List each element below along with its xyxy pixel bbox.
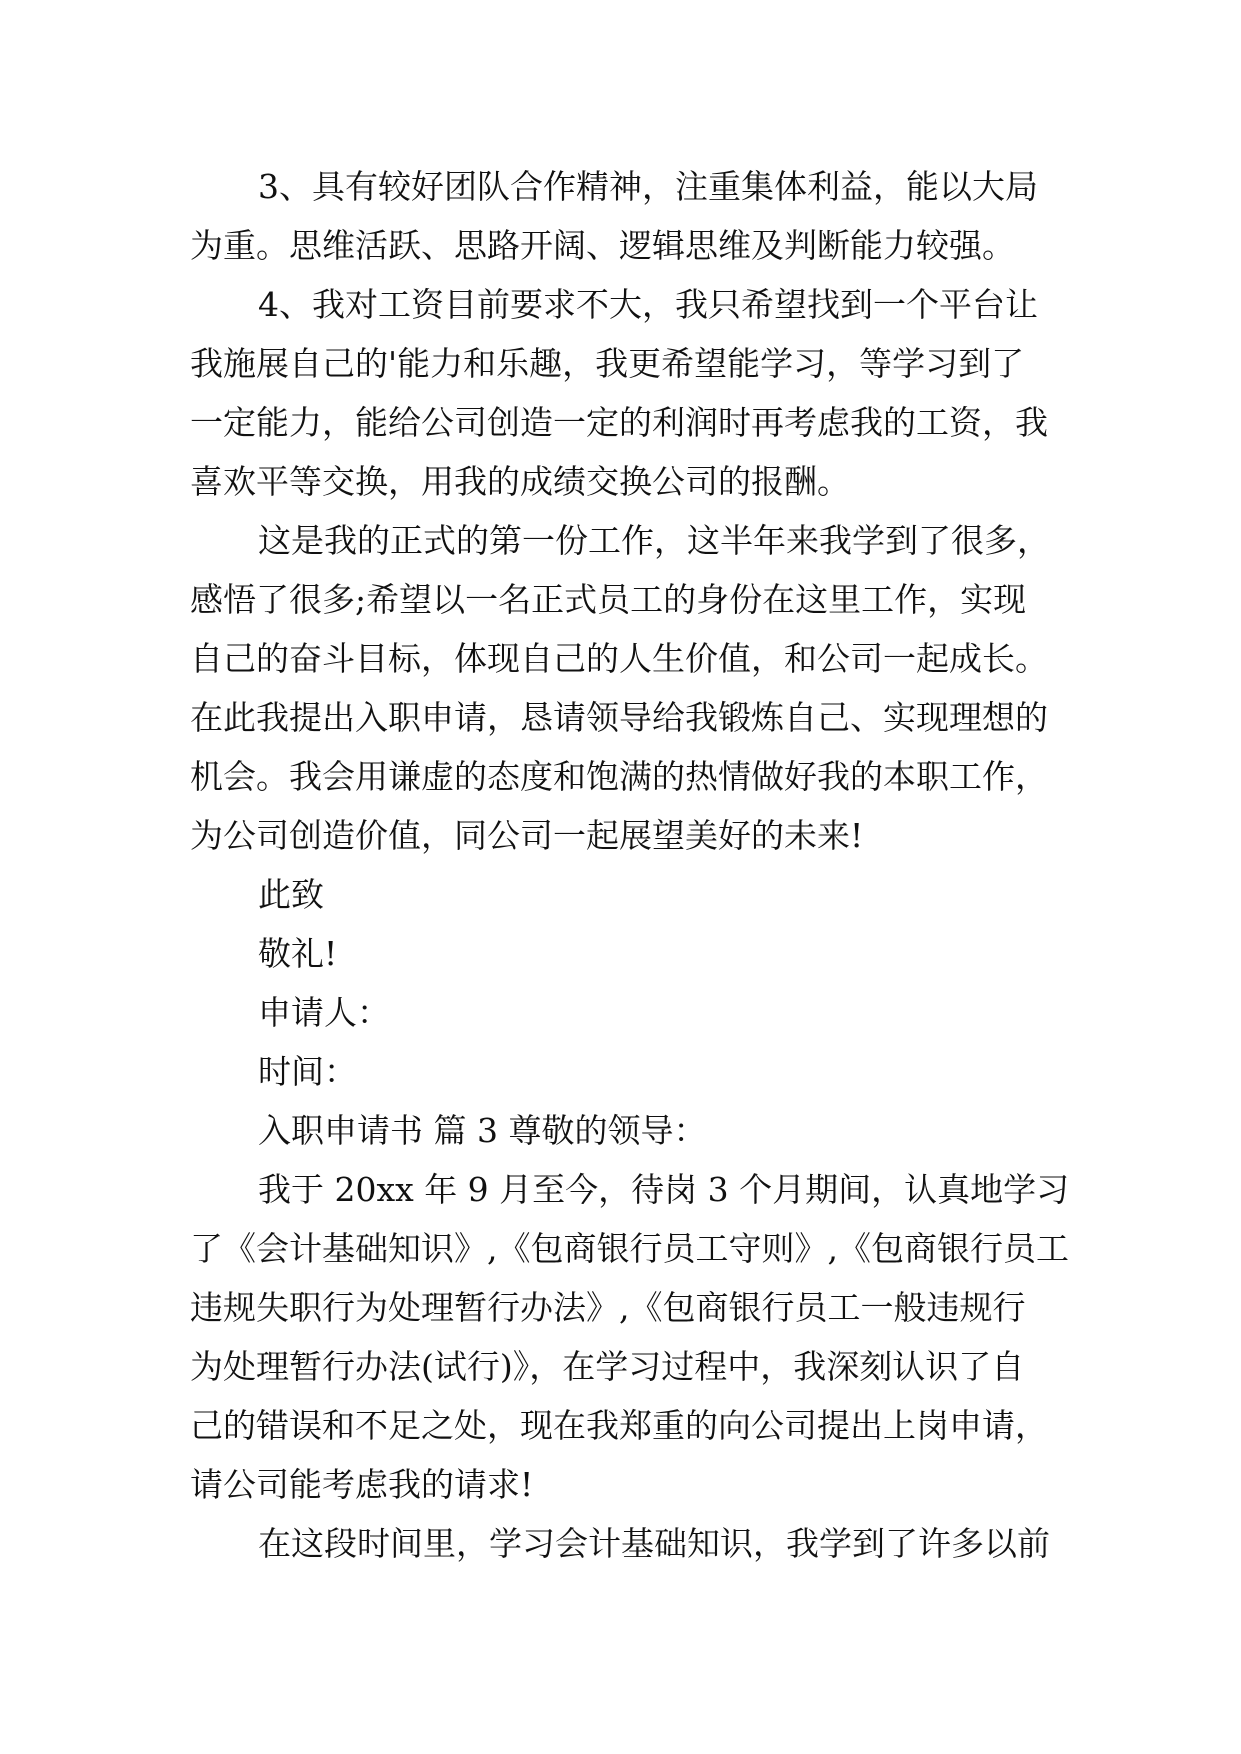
- paragraph-line: 感悟了很多;希望以一名正式员工的身份在这里工作，实现: [190, 580, 1027, 619]
- paragraph-line: 了《会计基础知识》,《包商银行员工守则》,《包商银行员工: [190, 1229, 1069, 1268]
- paragraph-line: 喜欢平等交换，用我的成绩交换公司的报酬。: [190, 462, 850, 501]
- paragraph-line: 机会。我会用谦虚的态度和饱满的热情做好我的本职工作，: [190, 757, 1048, 796]
- date-label: 时间：: [258, 1052, 357, 1091]
- paragraph-line: 4、我对工资目前要求不大，我只希望找到一个平台让: [258, 285, 1038, 324]
- paragraph-line: 这是我的正式的第一份工作，这半年来我学到了很多，: [258, 521, 1050, 560]
- paragraph-line: 己的错误和不足之处，现在我郑重的向公司提出上岗申请，: [190, 1406, 1048, 1445]
- paragraph-line: 在此我提出入职申请，恳请领导给我锻炼自己、实现理想的: [190, 698, 1048, 737]
- paragraph-line: 我于 20xx 年 9 月至今，待岗 3 个月期间，认真地学习: [258, 1170, 1070, 1209]
- paragraph-line: 自己的奋斗目标，体现自己的人生价值，和公司一起成长。: [190, 639, 1048, 678]
- section-heading: 入职申请书 篇 3 尊敬的领导：: [258, 1111, 707, 1150]
- paragraph-line: 为公司创造价值，同公司一起展望美好的未来!: [190, 816, 864, 855]
- paragraph-line: 3、具有较好团队合作精神，注重集体利益，能以大局: [258, 167, 1038, 206]
- paragraph-line: 一定能力，能给公司创造一定的利润时再考虑我的工资，我: [190, 403, 1048, 442]
- paragraph-line: 为重。思维活跃、思路开阔、逻辑思维及判断能力较强。: [190, 226, 1015, 265]
- paragraph-line: 为处理暂行办法(试行)》，在学习过程中，我深刻认识了自: [190, 1347, 1025, 1386]
- paragraph-line: 请公司能考虑我的请求!: [190, 1465, 534, 1504]
- paragraph-line: 在这段时间里，学习会计基础知识，我学到了许多以前: [258, 1524, 1050, 1563]
- paragraph-line: 违规失职行为处理暂行办法》,《包商银行员工一般违规行: [190, 1288, 1026, 1327]
- paragraph-line: 我施展自己的'能力和乐趣，我更希望能学习，等学习到了: [190, 344, 1025, 383]
- closing-regards: 敬礼!: [258, 934, 338, 973]
- closing-salutation: 此致: [258, 875, 324, 914]
- applicant-label: 申请人：: [258, 993, 390, 1032]
